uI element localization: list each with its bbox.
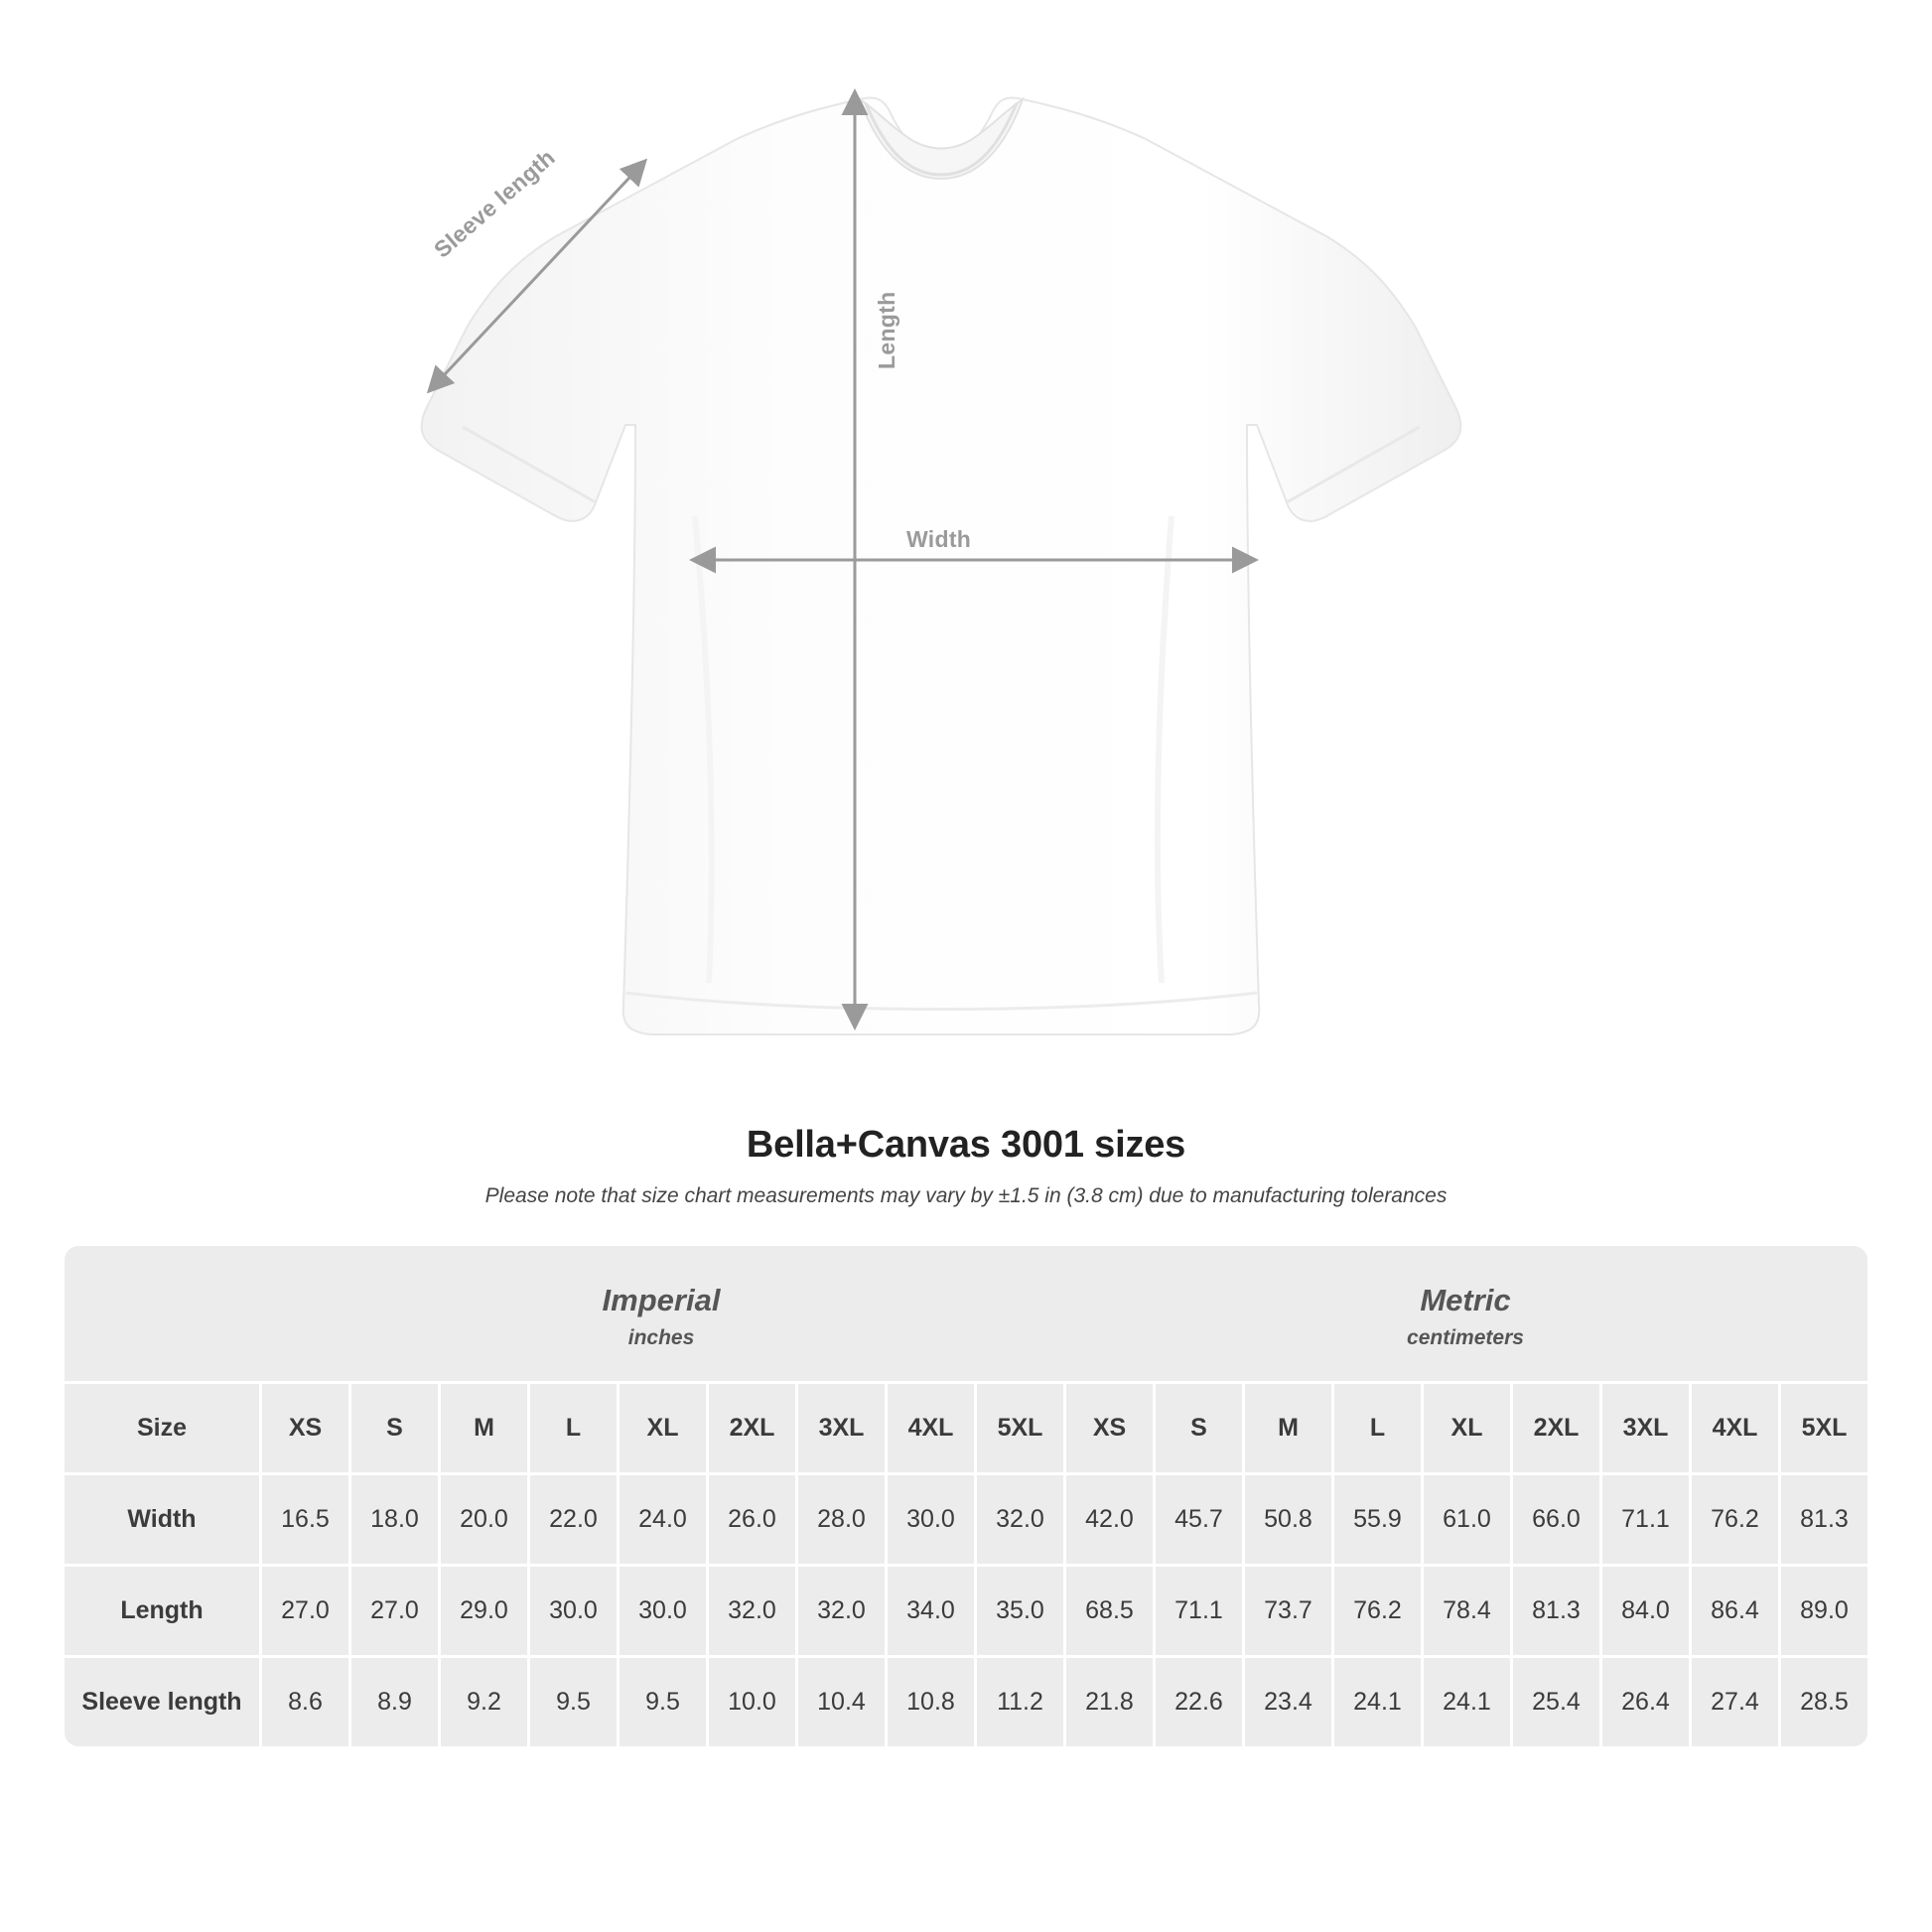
- measurement-value: 28.0: [795, 1472, 885, 1564]
- measurement-value: 55.9: [1331, 1472, 1421, 1564]
- measurement-value: 16.5: [259, 1472, 348, 1564]
- measurement-label: Length: [65, 1564, 259, 1655]
- unit-group-metric: [1063, 1246, 1867, 1381]
- measurement-value: 71.1: [1599, 1472, 1689, 1564]
- measurement-value: 81.3: [1778, 1472, 1867, 1564]
- measurement-value: 9.2: [438, 1655, 527, 1746]
- size-header-cell: Size: [65, 1381, 259, 1472]
- measurement-value: 8.9: [348, 1655, 438, 1746]
- measurement-value: 26.0: [706, 1472, 795, 1564]
- measurement-value: 26.4: [1599, 1655, 1689, 1746]
- measurement-value: 32.0: [795, 1564, 885, 1655]
- size-column-header: L: [1331, 1381, 1421, 1472]
- size-column-header: 2XL: [706, 1381, 795, 1472]
- measurement-value: 32.0: [974, 1472, 1063, 1564]
- size-column-header: M: [438, 1381, 527, 1472]
- table-row: [65, 1564, 1867, 1655]
- measurement-value: 32.0: [706, 1564, 795, 1655]
- measurement-value: 30.0: [885, 1472, 974, 1564]
- measurement-value: 8.6: [259, 1655, 348, 1746]
- measurement-value: 78.4: [1421, 1564, 1510, 1655]
- size-column-header: 4XL: [1689, 1381, 1778, 1472]
- size-column-header: 3XL: [1599, 1381, 1689, 1472]
- measurement-value: 61.0: [1421, 1472, 1510, 1564]
- size-column-header: XL: [1421, 1381, 1510, 1472]
- measurement-value: 20.0: [438, 1472, 527, 1564]
- measurement-value: 10.4: [795, 1655, 885, 1746]
- measurement-value: 30.0: [617, 1564, 706, 1655]
- measurement-value: 27.0: [259, 1564, 348, 1655]
- tolerance-note: Please note that size chart measurements may vary by ±1.5 in (3.8 cm) due to manufacturing tolerances: [484, 1184, 1448, 1207]
- size-column-header: XS: [259, 1381, 348, 1472]
- length-label: Length: [874, 291, 899, 369]
- size-column-header: XL: [617, 1381, 706, 1472]
- table-row: [65, 1655, 1867, 1746]
- measurement-value: 18.0: [348, 1472, 438, 1564]
- measurement-value: 89.0: [1778, 1564, 1867, 1655]
- measurement-value: 9.5: [617, 1655, 706, 1746]
- size-column-header: 2XL: [1510, 1381, 1599, 1472]
- measurement-value: 76.2: [1331, 1564, 1421, 1655]
- measurement-value: 42.0: [1063, 1472, 1153, 1564]
- measurement-value: 76.2: [1689, 1472, 1778, 1564]
- measurement-value: 81.3: [1510, 1564, 1599, 1655]
- unit-group-unit: inches: [627, 1326, 695, 1349]
- size-column-header: S: [348, 1381, 438, 1472]
- size-column-header: 5XL: [974, 1381, 1063, 1472]
- measurement-value: 86.4: [1689, 1564, 1778, 1655]
- measurement-value: 68.5: [1063, 1564, 1153, 1655]
- unit-group-name: Imperial: [602, 1283, 721, 1317]
- measurement-value: 9.5: [527, 1655, 617, 1746]
- size-column-header: 4XL: [885, 1381, 974, 1472]
- size-table: [65, 1246, 1867, 1746]
- measurement-value: 34.0: [885, 1564, 974, 1655]
- measurement-value: 21.8: [1063, 1655, 1153, 1746]
- chart-headings: [0, 1124, 1932, 1208]
- size-header-row: [65, 1381, 1867, 1472]
- unit-row-spacer: [65, 1246, 259, 1381]
- measurement-value: 11.2: [974, 1655, 1063, 1746]
- measurement-value: 29.0: [438, 1564, 527, 1655]
- measurement-value: 30.0: [527, 1564, 617, 1655]
- size-column-header: 3XL: [795, 1381, 885, 1472]
- measurement-value: 10.0: [706, 1655, 795, 1746]
- unit-group-imperial: [259, 1246, 1063, 1381]
- unit-group-unit: centimeters: [1407, 1326, 1524, 1349]
- sleeve-length-label: Sleeve length: [429, 144, 560, 263]
- size-column-header: 5XL: [1778, 1381, 1867, 1472]
- measurement-value: 28.5: [1778, 1655, 1867, 1746]
- size-table-container: [65, 1246, 1867, 1746]
- measurement-value: 23.4: [1242, 1655, 1331, 1746]
- measurement-value: 27.4: [1689, 1655, 1778, 1746]
- size-column-header: S: [1153, 1381, 1242, 1472]
- unit-group-name: Metric: [1420, 1283, 1511, 1317]
- measurement-label: Width: [65, 1472, 259, 1564]
- size-column-header: M: [1242, 1381, 1331, 1472]
- measurement-value: 25.4: [1510, 1655, 1599, 1746]
- measurement-value: 71.1: [1153, 1564, 1242, 1655]
- measurement-value: 35.0: [974, 1564, 1063, 1655]
- measurement-value: 45.7: [1153, 1472, 1242, 1564]
- measurement-value: 84.0: [1599, 1564, 1689, 1655]
- measurement-value: 24.1: [1421, 1655, 1510, 1746]
- measurement-value: 73.7: [1242, 1564, 1331, 1655]
- measurement-value: 22.0: [527, 1472, 617, 1564]
- measurement-value: 24.1: [1331, 1655, 1421, 1746]
- size-column-header: XS: [1063, 1381, 1153, 1472]
- width-label: Width: [906, 526, 972, 552]
- measurement-label: Sleeve length: [65, 1655, 259, 1746]
- table-row: [65, 1472, 1867, 1564]
- page-title: Bella+Canvas 3001 sizes: [746, 1124, 1186, 1166]
- measurement-value: 10.8: [885, 1655, 974, 1746]
- size-column-header: L: [527, 1381, 617, 1472]
- measurement-value: 22.6: [1153, 1655, 1242, 1746]
- unit-group-row: [65, 1246, 1867, 1381]
- measurement-value: 50.8: [1242, 1472, 1331, 1564]
- measurement-value: 27.0: [348, 1564, 438, 1655]
- measurement-value: 66.0: [1510, 1472, 1599, 1564]
- tshirt-shape: [422, 98, 1461, 1035]
- measurement-value: 24.0: [617, 1472, 706, 1564]
